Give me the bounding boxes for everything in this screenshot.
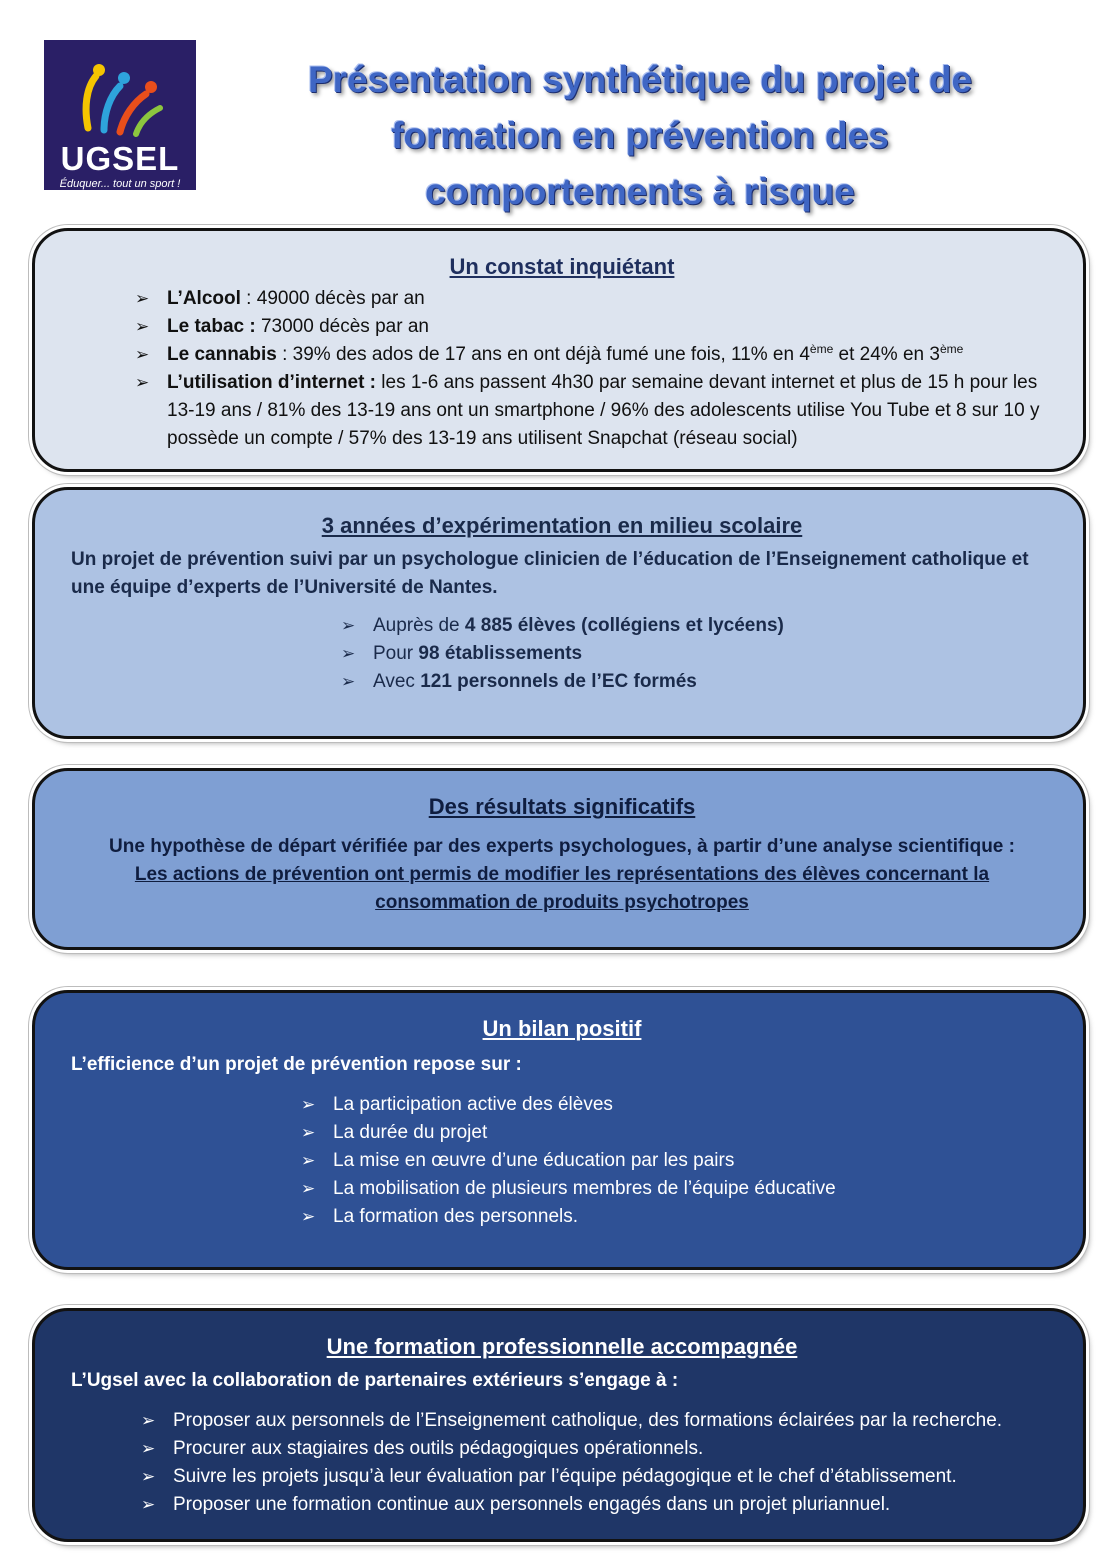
list-item: ➢ La formation des personnels. <box>301 1203 1053 1231</box>
constat-list <box>135 285 1043 453</box>
list-item: ➢ Auprès de 4 885 élèves (collégiens et lycéens) <box>341 612 1053 640</box>
list-item: ➢ Suivre les projets jusqu’à leur évaluation par l’équipe pédagogique et le chef d’établissement. <box>141 1463 1053 1491</box>
list-item: ➢ Le cannabis : 39% des ados de 17 ans en ont déjà fumé une fois, 11% en 4ème et 24% en 3ème <box>135 341 1043 369</box>
item-text: 73000 décès par an <box>260 316 429 337</box>
item-label: Le cannabis <box>167 344 277 365</box>
bilan-list <box>301 1091 1053 1231</box>
item-label: Le tabac : <box>167 316 256 337</box>
title-line-2: formation en prévention des <box>391 115 889 156</box>
item-text: les 1-6 ans passent 4h30 par semaine devant internet et plus de 15 h pour les 13-19 ans / 81% des 13-19 ans ont un smartphone / 96% des adolescents utilise You Tube et 8 sur 10 y possède un compte / 57% des 13-19 ans utilisent Snapchat (réseau social) <box>167 372 1040 449</box>
list-item <box>135 313 1043 341</box>
bilan-heading: Un bilan positif <box>482 1016 642 1041</box>
item-text: 39% des ados de 17 ans en ont déjà fumé une fois, 11% en 4 <box>292 344 810 365</box>
resultats-heading: Des résultats significatifs <box>428 794 696 819</box>
formation-heading: Une formation professionnelle accompagnée <box>326 1334 798 1359</box>
list-item: ➢ L’Alcool : 49000 décès par an <box>135 285 1043 313</box>
bilan-intro: L’efficience d’un projet de prévention repose sur : <box>71 1054 522 1075</box>
ugsel-figures-icon <box>74 58 166 138</box>
constat-heading: Un constat inquiétant <box>449 254 675 279</box>
experimentation-list <box>341 612 1053 696</box>
page-title <box>210 52 1070 220</box>
experimentation-panel <box>32 487 1086 739</box>
formation-list <box>141 1407 1053 1519</box>
logo-tagline: Éduquer... tout un sport ! <box>59 178 181 190</box>
formation-intro: L’Ugsel avec la collaboration de partenaires extérieurs s’engage à : <box>71 1370 679 1391</box>
title-line-3: comportements à risque <box>425 171 855 212</box>
list-item: ➢ La mise en œuvre d’une éducation par les pairs <box>301 1147 1053 1175</box>
list-item: ➢ Procurer aux stagiaires des outils pédagogiques opérationnels. <box>141 1435 1053 1463</box>
list-item: ➢ Proposer aux personnels de l’Enseignement catholique, des formations éclairées par la recherche. <box>141 1407 1053 1435</box>
formation-panel <box>32 1308 1086 1542</box>
item-label: L’Alcool <box>167 288 241 309</box>
item-label: L’utilisation d’internet : <box>167 372 376 393</box>
logo-name: UGSEL <box>60 140 180 177</box>
item-text: 49000 décès par an <box>256 288 425 309</box>
list-item <box>135 369 1043 453</box>
list-item: ➢ La participation active des élèves <box>301 1091 1053 1119</box>
resultats-conclusion: Les actions de prévention ont permis de modifier les représentations des élèves concernant la consommation de produits psychotropes <box>134 864 990 913</box>
list-item: ➢ La durée du projet <box>301 1119 1053 1147</box>
bilan-panel <box>32 990 1086 1270</box>
list-item: ➢ Pour 98 établissements <box>341 640 1053 668</box>
ugsel-logo <box>44 40 196 190</box>
constat-panel <box>32 228 1086 472</box>
resultats-panel <box>32 768 1086 950</box>
experimentation-intro: Un projet de prévention suivi par un psychologue clinicien de l’éducation de l’Enseignement catholique et une équipe d’experts de l’Université de Nantes. <box>71 549 1029 598</box>
title-line-1: Présentation synthétique du projet de <box>307 59 973 100</box>
list-item: ➢ Proposer une formation continue aux personnels engagés dans un projet pluriannuel. <box>141 1491 1053 1519</box>
experimentation-heading: 3 années d’expérimentation en milieu scolaire <box>321 513 803 538</box>
list-item: ➢ Avec 121 personnels de l’EC formés <box>341 668 1053 696</box>
resultats-intro: Une hypothèse de départ vérifiée par des experts psychologues, à partir d’une analyse scientifique : <box>109 836 1015 857</box>
list-item: ➢ La mobilisation de plusieurs membres de l’équipe éducative <box>301 1175 1053 1203</box>
